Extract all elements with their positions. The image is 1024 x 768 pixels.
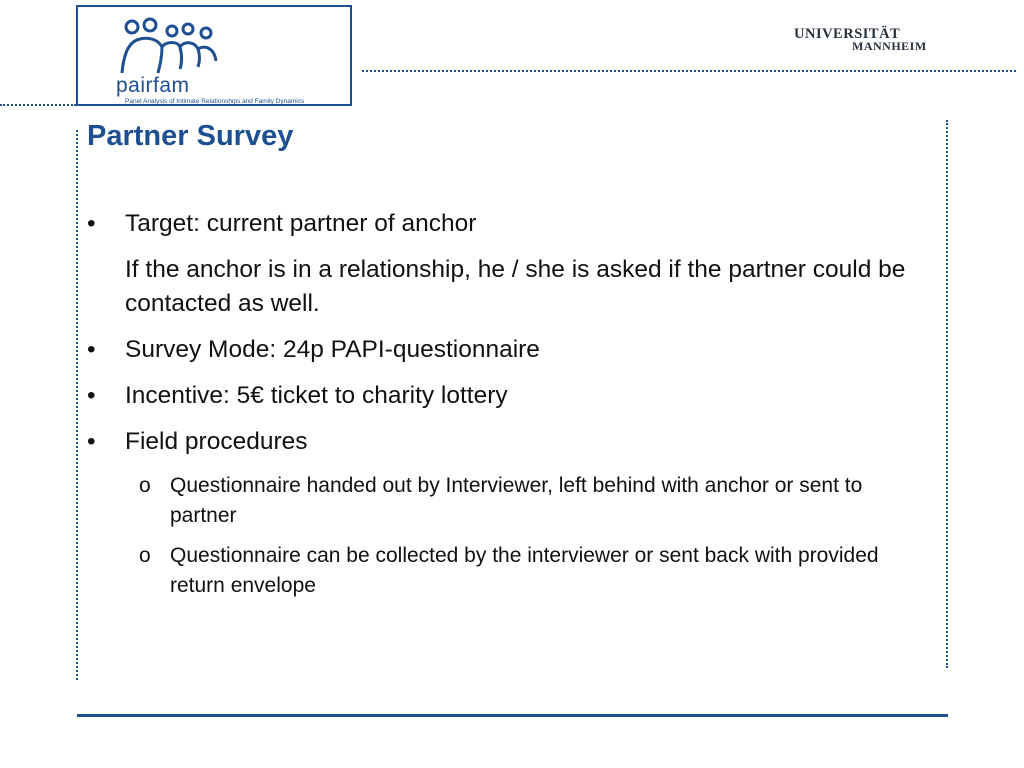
pairfam-logo (76, 5, 352, 106)
sub-bullet-item (87, 471, 927, 531)
bullet-marker: • (87, 210, 96, 237)
bullet-item (87, 333, 927, 367)
bullet-marker: • (87, 336, 96, 363)
family-figures-icon (118, 17, 228, 79)
sub-bullet-marker: o (139, 474, 151, 497)
content-dotted-border-left (76, 130, 78, 680)
university-name-line2: MANNHEIM (852, 39, 927, 53)
slide-body (87, 207, 927, 611)
logo-tagline: Panel Analysis of Intimate Relationships and Family Dynamics (125, 98, 305, 105)
bullet-item (87, 379, 927, 413)
header-dotted-rule-right (362, 70, 1016, 72)
bullet-text: Target: current partner of anchor (125, 210, 477, 237)
sub-bullet-text: Questionnaire can be collected by the interviewer or sent back with provided return envelope (170, 544, 879, 597)
sub-bullet-item (87, 541, 927, 601)
bullet-text: Survey Mode: 24p PAPI-questionnaire (125, 336, 540, 363)
sub-bullet-text: Questionnaire handed out by Interviewer, left behind with anchor or sent to partner (170, 474, 863, 527)
slide-title: Partner Survey (87, 120, 294, 152)
bullet-text: Field procedures (125, 428, 308, 455)
footer-rule (77, 714, 948, 717)
bullet-marker: • (87, 382, 96, 409)
bullet-item (87, 207, 927, 321)
university-logo (794, 26, 927, 54)
university-name-line1: UNIVERSITÄT (794, 26, 901, 42)
bullet-continuation: If the anchor is in a relationship, he / she is asked if the partner could be contacted as well. (125, 256, 906, 317)
bullet-item (87, 425, 927, 459)
bullet-marker: • (87, 428, 96, 455)
content-dotted-border-right (946, 120, 948, 668)
bullet-text: Incentive: 5€ ticket to charity lottery (125, 382, 508, 409)
logo-wordmark: pairfam (116, 74, 190, 97)
sub-bullet-marker: o (139, 544, 151, 567)
header-dotted-rule-left (0, 104, 76, 106)
